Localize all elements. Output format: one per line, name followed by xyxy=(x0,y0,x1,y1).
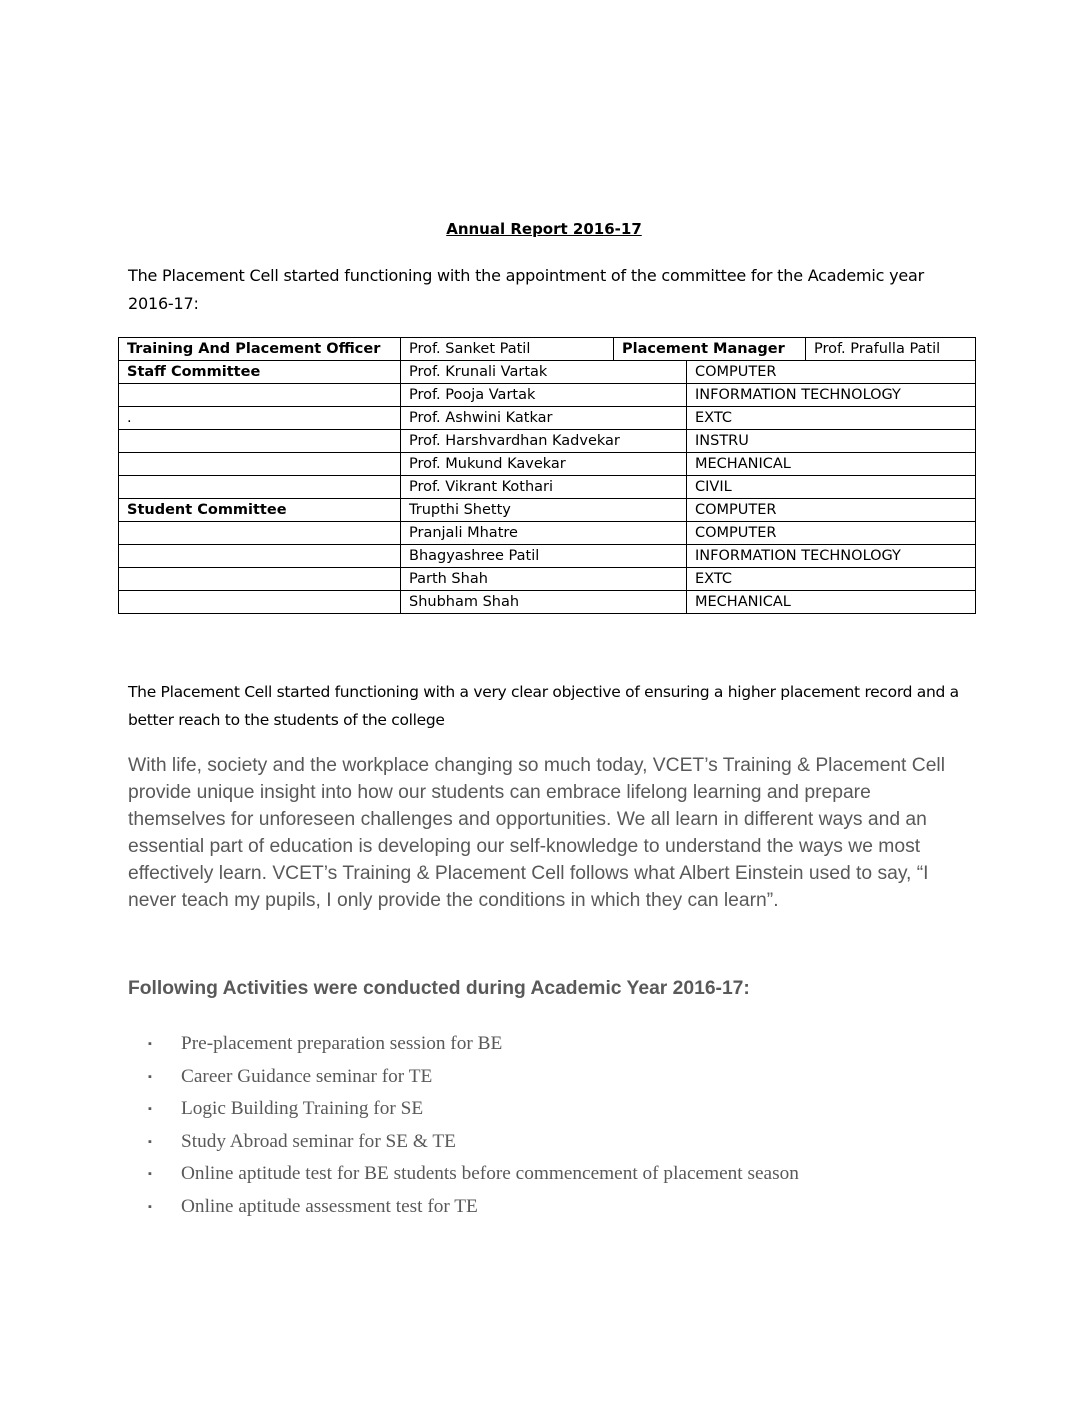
intro-text: The Placement Cell started functioning with the appointment of the committee for the Academic year 2016-17: xyxy=(128,266,924,313)
department-cell: INFORMATION TECHNOLOGY xyxy=(687,384,976,407)
description-paragraph: With life, society and the workplace changing so much today, VCET’s Training & Placement Cell provide unique insight into how our students can embrace lifelong learning and prepare themselves for unforeseen challenges and opportunities. We all learn in different ways and an essential part of education is developing our self-knowledge to understand the ways we most effectively learn. VCET’s Training & Placement Cell follows what Albert Einstein used to say, “I never teach my pupils, I only provide the conditions in which they can learn”. xyxy=(128,755,945,911)
committee-table xyxy=(118,337,976,614)
table-row xyxy=(119,384,976,407)
bullet-icon: ▪ xyxy=(148,1070,152,1083)
department-cell: COMPUTER xyxy=(687,499,976,522)
activities-heading: Following Activities were conducted during Academic Year 2016-17: xyxy=(128,978,750,999)
member-name-cell: Shubham Shah xyxy=(401,591,687,614)
list-item xyxy=(148,1193,968,1226)
table-row xyxy=(119,591,976,614)
bullet-icon: ▪ xyxy=(148,1103,152,1115)
department-cell: INFORMATION TECHNOLOGY xyxy=(687,545,976,568)
group-cell xyxy=(119,545,401,568)
activity-text: Pre-placement preparation session for BE xyxy=(181,1033,503,1054)
group-cell xyxy=(119,591,401,614)
table-header-row xyxy=(119,338,976,361)
group-cell: Student Committee xyxy=(119,499,401,522)
member-name-cell: Prof. Harshvardhan Kadvekar xyxy=(401,430,687,453)
list-item xyxy=(148,1128,968,1161)
activity-text: Online aptitude assessment test for TE xyxy=(181,1195,478,1217)
table-row xyxy=(119,430,976,453)
activity-text: Study Abroad seminar for SE & TE xyxy=(181,1130,456,1152)
tpo-label: Training And Placement Officer xyxy=(119,338,401,361)
table-row xyxy=(119,545,976,568)
department-cell: EXTC xyxy=(687,568,976,591)
bullet-icon: ▪ xyxy=(148,1200,152,1213)
group-cell: Staff Committee xyxy=(119,361,401,384)
group-cell xyxy=(119,568,401,591)
member-name-cell: Trupthi Shetty xyxy=(401,499,687,522)
table-row xyxy=(119,361,976,384)
table-row xyxy=(119,499,976,522)
bullet-icon: ▪ xyxy=(148,1038,152,1050)
activities-list xyxy=(148,1030,968,1225)
table-row xyxy=(119,453,976,476)
member-name-cell: Prof. Pooja Vartak xyxy=(401,384,687,407)
list-item xyxy=(148,1063,968,1096)
activity-text: Career Guidance seminar for TE xyxy=(181,1065,433,1087)
department-cell: COMPUTER xyxy=(687,361,976,384)
report-title: Annual Report 2016-17 xyxy=(446,220,642,238)
group-cell: . xyxy=(119,407,401,430)
member-name-cell: Prof. Krunali Vartak xyxy=(401,361,687,384)
list-item xyxy=(148,1030,968,1063)
member-name-cell: Prof. Mukund Kavekar xyxy=(401,453,687,476)
table-row xyxy=(119,568,976,591)
department-cell: MECHANICAL xyxy=(687,453,976,476)
list-item xyxy=(148,1160,968,1193)
group-cell xyxy=(119,430,401,453)
list-item xyxy=(148,1095,968,1128)
member-name-cell: Prof. Vikrant Kothari xyxy=(401,476,687,499)
member-name-cell: Prof. Ashwini Katkar xyxy=(401,407,687,430)
department-cell: INSTRU xyxy=(687,430,976,453)
member-name-cell: Bhagyashree Patil xyxy=(401,545,687,568)
bullet-icon: ▪ xyxy=(148,1168,152,1180)
activity-text: Logic Building Training for SE xyxy=(181,1098,424,1119)
activity-text: Online aptitude test for BE students before commencement of placement season xyxy=(181,1163,799,1184)
department-cell: CIVIL xyxy=(687,476,976,499)
group-cell xyxy=(119,522,401,545)
department-cell: COMPUTER xyxy=(687,522,976,545)
table-row xyxy=(119,476,976,499)
group-cell xyxy=(119,384,401,407)
table-row xyxy=(119,522,976,545)
pm-name: Prof. Prafulla Patil xyxy=(806,338,976,361)
member-name-cell: Pranjali Mhatre xyxy=(401,522,687,545)
department-cell: MECHANICAL xyxy=(687,591,976,614)
table-row xyxy=(119,407,976,430)
objective-text: The Placement Cell started functioning with a very clear objective of ensuring a higher placement record and a better reach to the students of the college xyxy=(128,683,959,729)
pm-label: Placement Manager xyxy=(614,338,806,361)
group-cell xyxy=(119,476,401,499)
group-cell xyxy=(119,453,401,476)
tpo-name: Prof. Sanket Patil xyxy=(401,338,614,361)
department-cell: EXTC xyxy=(687,407,976,430)
bullet-icon: ▪ xyxy=(148,1135,152,1148)
member-name-cell: Parth Shah xyxy=(401,568,687,591)
